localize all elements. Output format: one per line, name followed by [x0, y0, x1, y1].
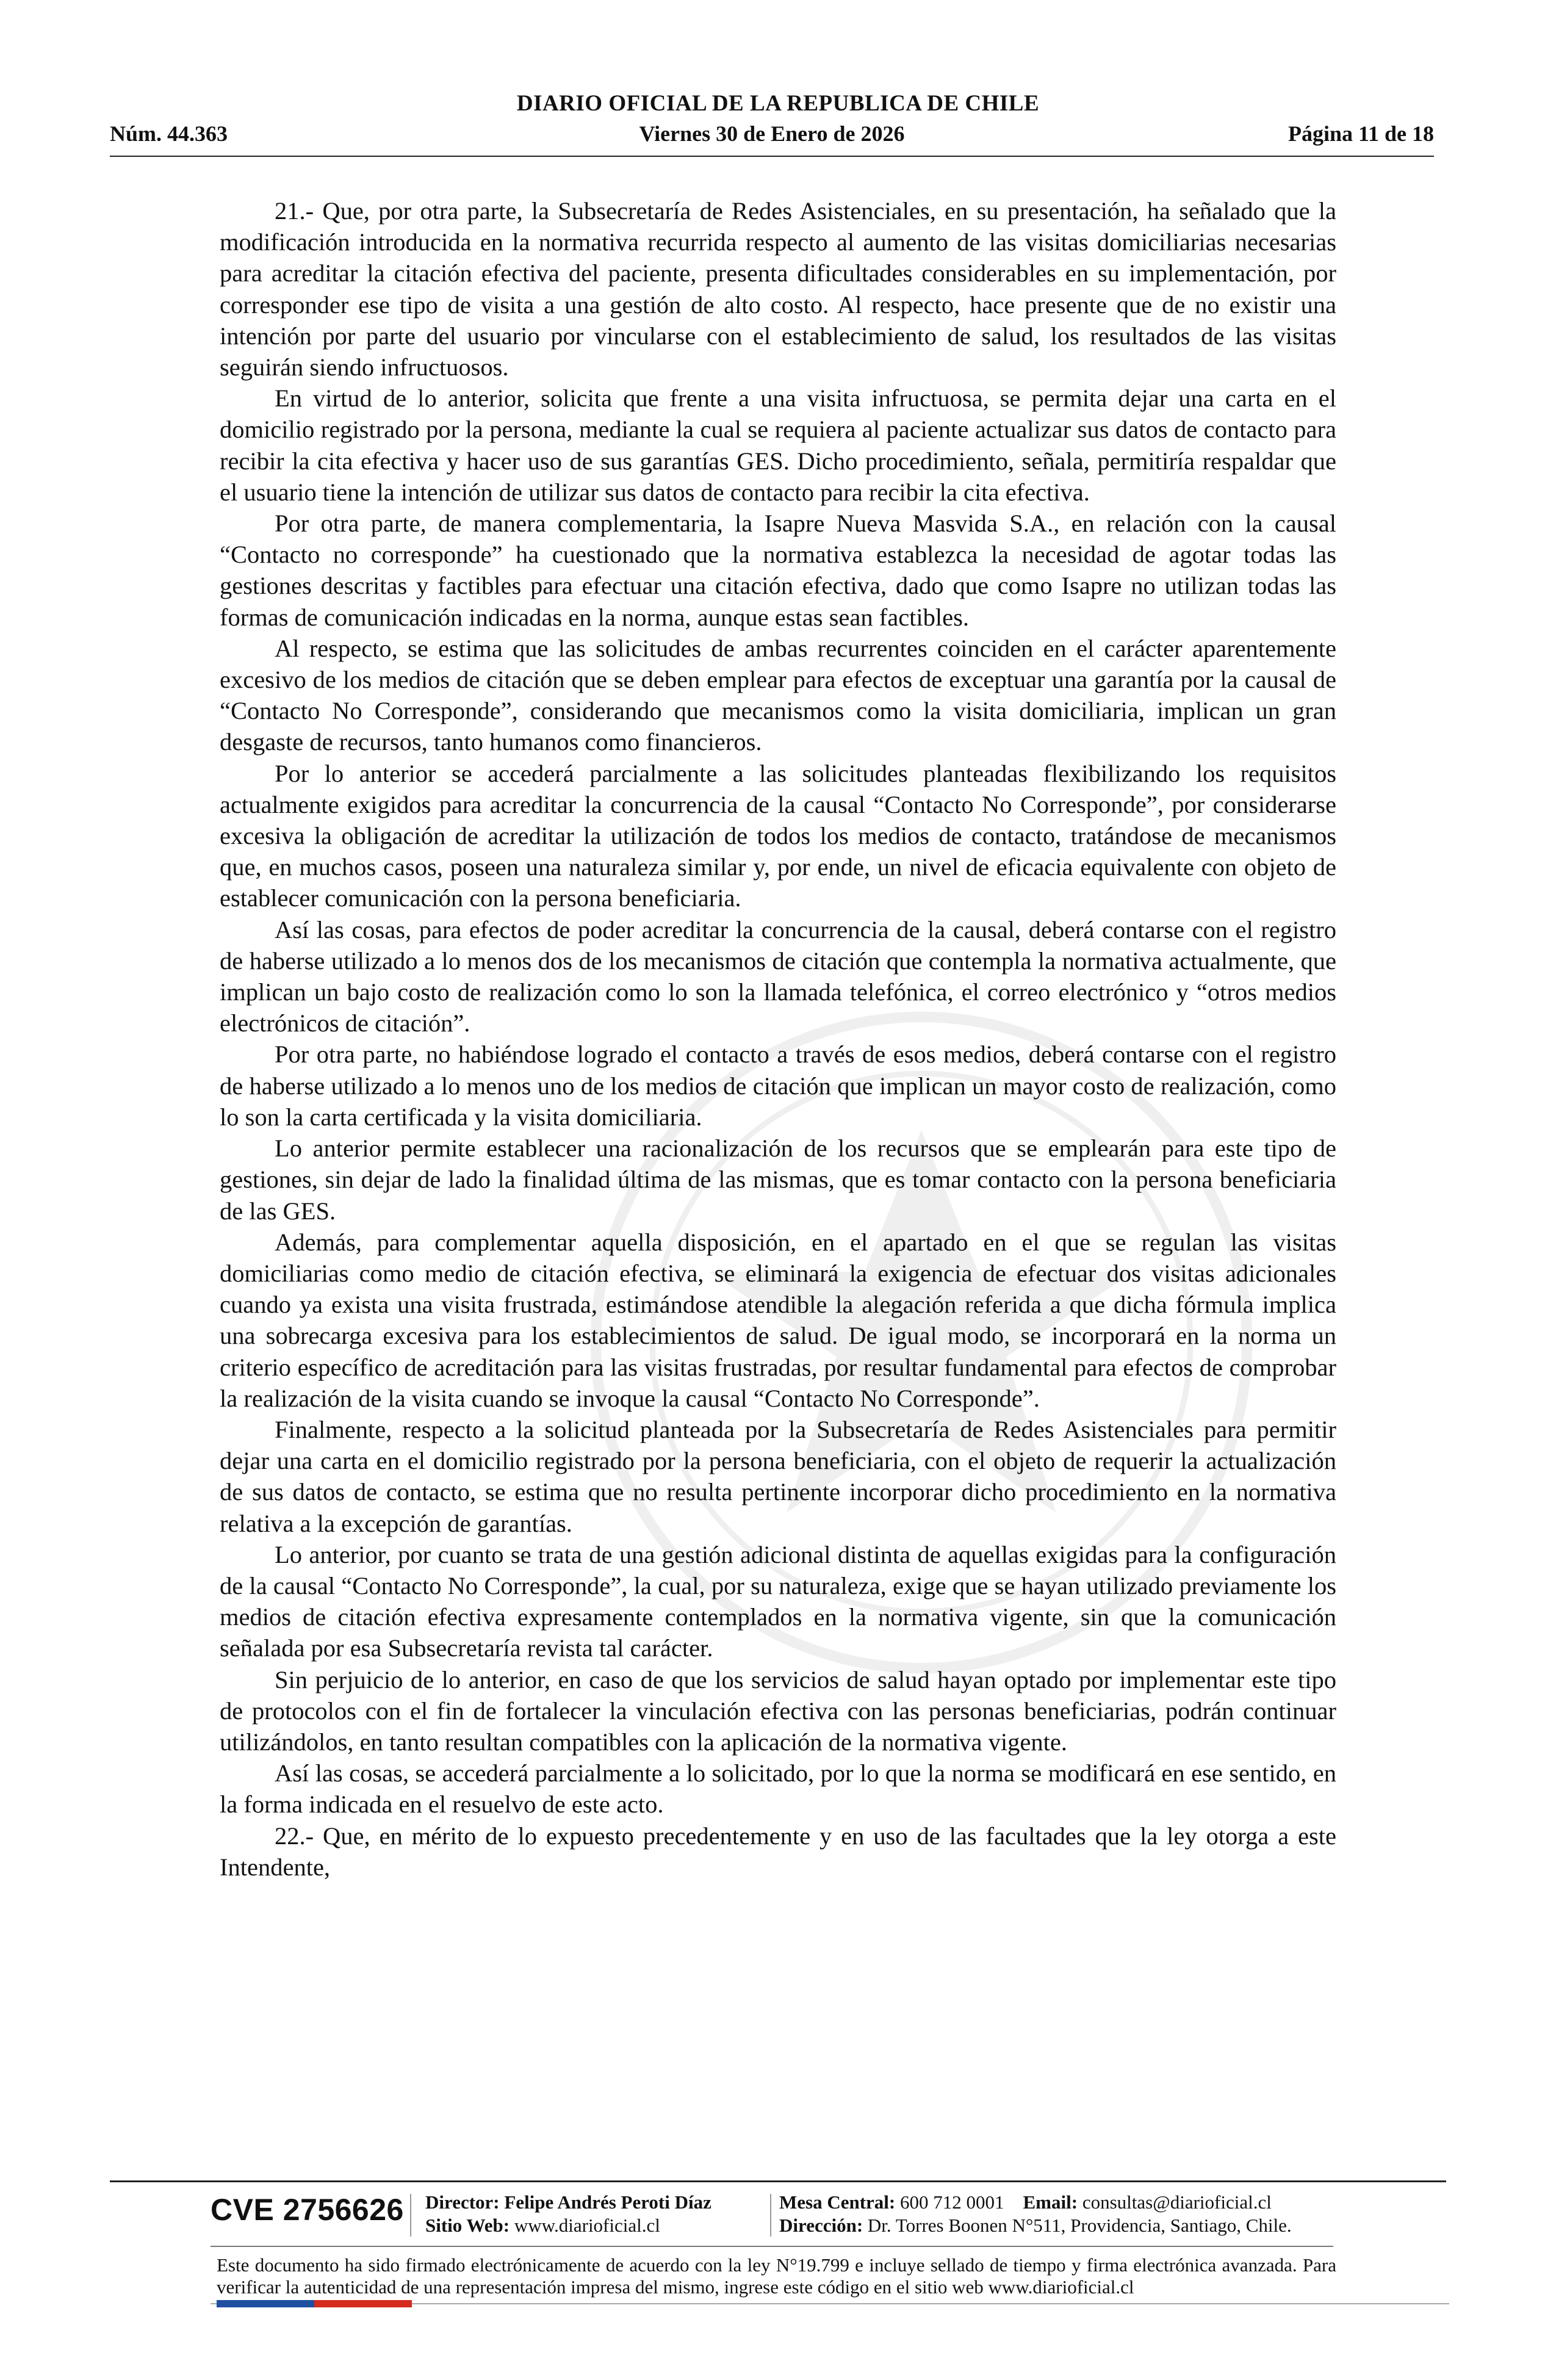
paragraph: Así las cosas, para efectos de poder acreditar la concurrencia de la causal, deberá contarse con el registro de haberse utilizado a lo menos dos de los mecanismos de citación que contempla la normativa actualmente, que implican un bajo costo de realización como lo son la llamada telefónica, el correo electrónico y “otros medios electrónicos de citación”. [220, 915, 1336, 1037]
footer-separator [770, 2194, 771, 2237]
paragraph: Finalmente, respecto a la solicitud planteada por la Subsecretaría de Redes Asistenciales para permitir dejar una carta en el domicilio registrado por la persona beneficiaria, con el objeto de requerir la actualización de sus datos de contacto, se estima que no resulta pertinente incorporar dicho procedimiento en la normativa relativa a la excepción de garantías. [220, 1415, 1336, 1537]
footer-director-block [425, 2191, 711, 2237]
flag-stripe [275, 2300, 314, 2307]
paragraph: Lo anterior, por cuanto se trata de una gestión adicional distinta de aquellas exigidas para la configuración de la causal “Contacto No Corresponde”, la cual, por su naturaleza, exige que se hayan utilizado previamente los medios de citación efectiva expresamente contemplados en la normativa vigente, sin que la comunicación señalada por esa Subsecretaría revista tal carácter. [220, 1540, 1336, 1662]
flag-stripe [354, 2300, 412, 2307]
website-line [425, 2214, 711, 2237]
address-value: Dr. Torres Boonen N°511, Providencia, Santiago, Chile. [867, 2215, 1292, 2236]
address-line [779, 2214, 1292, 2237]
electronic-signature-note: Este documento ha sido firmado electrónicamente de acuerdo con la ley N°19.799 e incluye sellado de tiempo y firma electrónica avanzada. Para verificar la autenticidad de una representación impresa del mismo, ingrese este código en el sitio web www.diarioficial.cl [217, 2254, 1336, 2298]
paragraph: Además, para complementar aquella disposición, en el apartado en el que se regulan las visitas domiciliarias como medio de citación efectiva, se eliminará la exigencia de efectuar dos visitas adicionales cuando ya exista una visita frustrada, estimándose atendible la alegación referida a que dicha fórmula implica una sobrecarga excesiva para los establecimientos de salud. De igual modo, se incorporará en la norma un criterio específico de acreditación para las visitas frustradas, por resultar fundamental para efectos de comprobar la realización de la visita cuando se invoque la causal “Contacto No Corresponde”. [220, 1228, 1336, 1412]
paragraph: Lo anterior permite establecer una racionalización de los recursos que se emplearán para este tipo de gestiones, sin dejar de lado la finalidad última de las mismas, que es tomar contacto con la persona beneficiaria de las GES. [220, 1134, 1336, 1225]
website-label: Sitio Web: [425, 2215, 510, 2236]
phone-label: Mesa Central: [779, 2191, 896, 2213]
newspaper-title: DIARIO OFICIAL DE LA REPUBLICA DE CHILE [516, 91, 1040, 116]
footer-separator [410, 2194, 411, 2237]
paragraph: Al respecto, se estima que las solicitudes de ambas recurrentes coinciden en el carácter aparentemente excesivo de los medios de citación que se deben emplear para efectos de exceptuar una garantía por la causal de “Contacto No Corresponde”, considerando que mecanismos como la visita domiciliaria, implican un gran desgaste de recursos, tanto humanos como financieros. [220, 634, 1336, 756]
email-label: Email: [1023, 2191, 1078, 2213]
paragraph: Sin perjuicio de lo anterior, en caso de que los servicios de salud hayan optado por implementar este tipo de protocolos con el fin de fortalecer la vinculación efectiva con las personas beneficiarias, podrán continuar utilizándolos, en tanto resultan compatibles con la aplicación de la normativa vigente. [220, 1665, 1336, 1756]
issue-number: Núm. 44.363 [110, 121, 228, 146]
footer-divider-top [110, 2180, 1446, 2182]
footer-contact-block [779, 2191, 1292, 2237]
address-label: Dirección: [779, 2215, 863, 2236]
paragraph: Por otra parte, de manera complementaria, la Isapre Nueva Masvida S.A., en relación con la causal “Contacto no corresponde” ha cuestionado que la normativa establezca la necesidad de agotar todas las gestiones descritas y factibles para efectuar una citación efectiva, dado que como Isapre no utilizan todas las formas de comunicación indicadas en la norma, aunque estas sean factibles. [220, 510, 1336, 631]
email-link[interactable]: consultas@diarioficial.cl [1082, 2191, 1272, 2213]
flag-stripe [217, 2300, 275, 2307]
paragraph-21: 21.- Que, por otra parte, la Subsecretaría de Redes Asistenciales, en su presentación, ha señalado que la modificación introducida en la normativa recurrida respecto al aumento de las visitas domiciliarias necesarias para acreditar la citación efectiva del paciente, presenta dificultades considerables en su implementación, por corresponder ese tipo de visita a una gestión de alto costo. Al respecto, hace presente que de no existir una intención por parte del usuario por vincularse con el establecimiento de salud, los resultados de las visitas seguirán siendo infructuosos. [220, 197, 1336, 381]
header-row [110, 121, 1434, 151]
paragraph: Por otra parte, no habiéndose logrado el contacto a través de esos medios, deberá contarse con el registro de haberse utilizado a lo menos uno de los medios de citación que implican un mayor costo de realización, como lo son la carta certificada y la visita domiciliaria. [220, 1040, 1336, 1131]
paragraph-22: 22.- Que, en mérito de lo expuesto precedentemente y en uso de las facultades que la ley otorga a este Intendente, [220, 1822, 1336, 1881]
flag-stripe [314, 2300, 354, 2307]
website-link[interactable]: www.diarioficial.cl [514, 2215, 660, 2236]
director-label: Director: [425, 2191, 500, 2213]
header-divider [110, 156, 1434, 157]
document-body [220, 195, 1336, 1883]
paragraph: Por lo anterior se accederá parcialmente a las solicitudes planteadas flexibilizando los requisitos actualmente exigidos para acreditar la concurrencia de la causal “Contacto No Corresponde”, por considerarse excesiva la obligación de acreditar la utilización de todos los medios de contacto, tratándose de mecanismos que, en muchos casos, poseen una naturaleza similar y, por ende, un nivel de eficacia equivalente con objeto de establecer comunicación con la persona beneficiaria. [220, 759, 1336, 912]
cve-code: CVE 2756626 [211, 2193, 404, 2227]
footer-divider-middle [211, 2246, 1333, 2247]
contact-line [779, 2191, 1292, 2214]
director-name: Felipe Andrés Peroti Díaz [504, 2191, 711, 2213]
flag-color-bar [217, 2300, 412, 2307]
phone-value: 600 712 0001 [900, 2191, 1004, 2213]
page-number: Página 11 de 18 [1288, 121, 1434, 146]
issue-date: Viernes 30 de Enero de 2026 [639, 121, 905, 146]
paragraph: Así las cosas, se accederá parcialmente a lo solicitado, por lo que la norma se modificará en ese sentido, en la forma indicada en el resuelvo de este acto. [220, 1759, 1336, 1819]
paragraph: En virtud de lo anterior, solicita que frente a una visita infructuosa, se permita dejar una carta en el domicilio registrado por la persona, mediante la cual se requiera al paciente actualizar sus datos de contacto para recibir la cita efectiva y hacer uso de sus garantías GES. Dicho procedimiento, señala, permitiría respaldar que el usuario tiene la intención de utilizar sus datos de contacto para recibir la cita efectiva. [220, 384, 1336, 506]
director-line [425, 2191, 711, 2214]
